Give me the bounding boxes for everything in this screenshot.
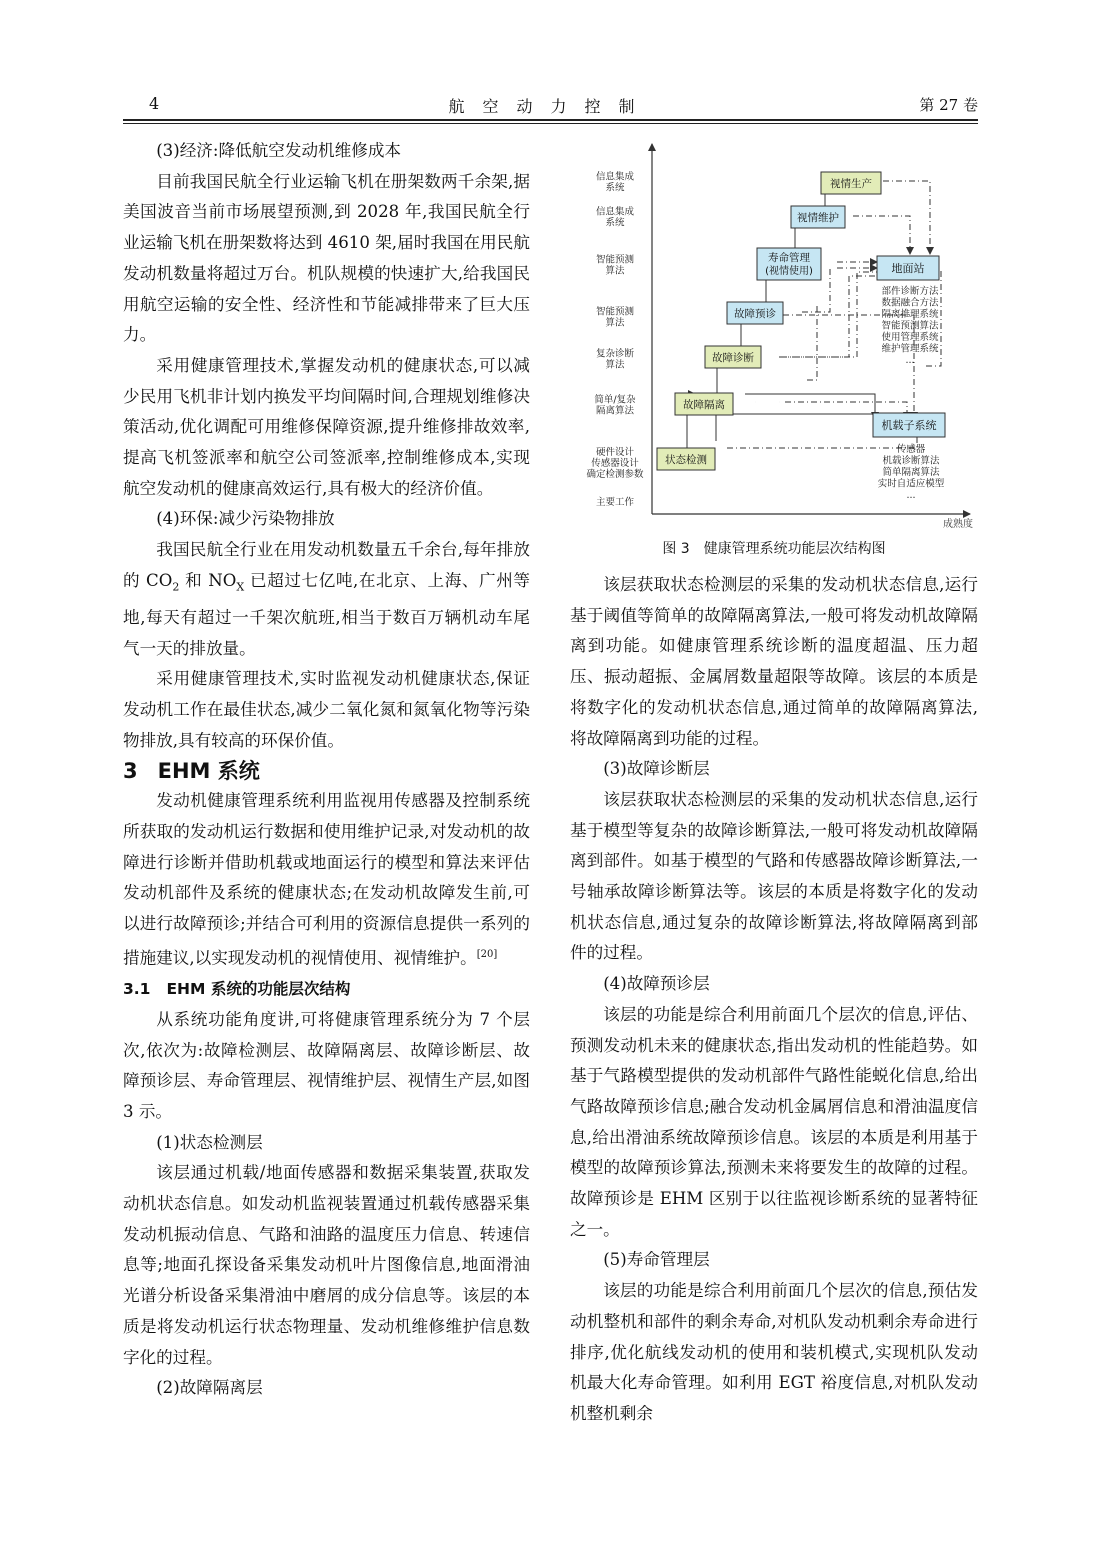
paragraph: (3)经济:降低航空发动机维修成本 (156, 141, 402, 160)
paragraph: 该层的功能是综合利用前面几个层次的信息,评估、预测发动机未来的健康状态,指出发动机的性能趋势。如基于气路模型提供的发动机部件气路性能蜕化信息,给出气路故障预诊信息;融合发动机金属屑信息和滑油温度信息,给出滑油系统故障预诊信息。该层的本质是利用基于模型的故障预诊算法,预测未来将要发生的故障的过程。故障预诊是 EHM 区别于以往监视诊断系统的显著特征之一。 (570, 1004, 978, 1239)
figure-caption-text: 健康管理系统功能层次结构图 (703, 541, 886, 557)
layer-box-label: 状态检测 (665, 454, 707, 466)
layer-box-label: 寿命管理 (768, 252, 810, 264)
y-axis-label: 系统 (605, 217, 625, 229)
paragraph: (3)故障诊断层 (603, 759, 710, 779)
paragraph (123, 535, 530, 664)
paragraph: (2)故障隔离层 (156, 1378, 263, 1398)
onboard-subsystem-item: 简单隔离算法 (882, 467, 940, 478)
ground-station-item: 数据融合方法 (881, 297, 939, 309)
onboard-subsystem-items (878, 443, 945, 501)
ground-station-item: ... (905, 355, 915, 366)
figure-3 (585, 136, 975, 531)
header-rule-thin (123, 123, 978, 124)
y-axis-label: 传感器设计 (591, 458, 639, 469)
onboard-subsystem-label: 机载子系统 (881, 419, 937, 432)
y-axis-label: 算法 (605, 359, 625, 371)
subscript: 2 (172, 580, 180, 594)
right-column (570, 570, 978, 1430)
paragraph: (4)环保:减少污染物排放 (156, 509, 335, 529)
y-axis-label: 信息集成 (595, 171, 635, 183)
function-hierarchy-diagram (585, 136, 975, 531)
ground-station-item: 使用管理系统 (881, 332, 939, 343)
text-span: 发动机健康管理系统利用监视用传感器及控制系统所获取的发动机运行数据和使用维护记录,对发动机的故障进行诊断并借助机载或地面运行的模型和算法来评估发动机部件及系统的健康状态;在发动机故障发生前,可以进行故障预诊;并结合可利用的资源信息提供一系列的措施建议,以实现发动机的视情使用、视情维护。 (123, 791, 530, 968)
layer-box-sublabel: (视情使用) (765, 266, 813, 277)
onboard-subsystem-item: 传感器 (896, 444, 926, 455)
section-title: EHM 系统 (157, 759, 260, 784)
ground-station-item: 维护管理系统 (881, 343, 939, 355)
subsection-heading (123, 974, 530, 1005)
subsection-title: EHM 系统的功能层次结构 (166, 980, 351, 999)
paragraph: 采用健康管理技术,掌握发动机的健康状态,可以减少民用飞机非计划内换发平均间隔时间,合理规划维修决策活动,优化调配可用维修保障资源,提升维修排故效率,提高飞机签派率和航空公司签派率,控制维修成本,实现航空发动机的健康高效运行,具有极大的经济价值。 (123, 355, 530, 498)
layer-box-label: 视情维护 (797, 212, 839, 224)
ground-station-item: 部件诊断方法 (881, 286, 939, 297)
paragraph: 该层获取状态检测层的采集的发动机状态信息,运行基于模型等复杂的故障诊断算法,一般可将发动机故障隔离到部件。如基于模型的气路和传感器故障诊断算法,一号轴承故障诊断算法等。该层的本质是将数字化的发动机状态信息,通过复杂的故障诊断算法,将故障隔离到部件的过程。 (570, 789, 978, 963)
figure-caption (570, 538, 978, 558)
onboard-subsystem-item: 实时自适应模型 (877, 478, 945, 490)
ground-station-item: 智能预测算法 (881, 320, 939, 332)
layer-box-label: 故障诊断 (712, 352, 754, 364)
y-axis-label: 算法 (605, 265, 625, 277)
layer-boxes (657, 172, 881, 470)
y-axis-label: 主要工作 (595, 497, 635, 508)
paragraph (123, 786, 530, 974)
y-axis-label: 信息集成 (595, 206, 635, 218)
layer-box-label: 故障隔离 (683, 399, 725, 411)
y-axis-label: 智能预测 (595, 254, 635, 266)
y-axis-label: 硬件设计 (595, 447, 635, 458)
onboard-subsystem-item: 机载诊断算法 (882, 455, 940, 467)
citation: [20] (476, 948, 498, 960)
paragraph: 从系统功能角度讲,可将健康管理系统分为 7 个层次,依次为:故障检测层、故障隔离层、故障诊断层、故障预诊层、寿命管理层、视情维护层、视情生产层,如图 3 示。 (123, 1009, 530, 1121)
subscript: X (236, 580, 245, 594)
subsection-number: 3.1 (123, 980, 151, 999)
layer-box-label: 视情生产 (830, 178, 872, 190)
x-axis-label: 成熟度 (943, 519, 973, 530)
running-header (123, 92, 978, 120)
paragraph: 采用健康管理技术,实时监视发动机健康状态,保证发动机工作在最佳状态,减少二氧化氮和氮氧化物等污染物排放,具有较高的环保价值。 (123, 669, 530, 750)
text-span: 已超过七亿吨,在北京、上海、广州等地,每天有超过一千架次航班,相当于数百万辆机动车尾气一天的排放量。 (123, 570, 530, 658)
layer-box-label: 故障预诊 (734, 308, 776, 320)
section-number: 3 (123, 759, 138, 784)
ground-station-items (881, 285, 939, 366)
y-axis-label: 智能预测 (595, 306, 635, 318)
page-number: 4 (149, 94, 160, 113)
y-axis-label: 简单/复杂 (594, 394, 636, 406)
volume-label: 第 27 卷 (919, 96, 978, 114)
figure-number: 图 3 (662, 541, 690, 557)
y-axis-label: 系统 (605, 182, 625, 194)
paragraph: (1)状态检测层 (156, 1132, 263, 1152)
y-axis-label: 确定检测参数 (586, 469, 644, 480)
paragraph: 目前我国民航全行业运输飞机在册架数两千余架,据美国波音当前市场展望预测,到 2028 年,我国民航全行业运输飞机在册架数将达到 4610 架,届时我国在用民航发动机数量将超过万台。机队规模的快速扩大,给我国民用航空运输的安全性、经济性和节能减排带来了巨大压力。 (123, 171, 530, 345)
paragraph: (4)故障预诊层 (603, 974, 710, 994)
ground-station-label: 地面站 (891, 262, 925, 275)
journal-title: 航空动力控制 (448, 97, 653, 116)
ground-station-item: 隔离推理系统 (881, 309, 939, 320)
paragraph: (5)寿命管理层 (603, 1250, 710, 1270)
text-span: 和 NO (179, 570, 237, 590)
paragraph: 该层的功能是综合利用前面几个层次的信息,预估发动机整机和部件的剩余寿命,对机队发动机剩余寿命进行排序,优化航线发动机的使用和装机模式,实现机队发动机最大化寿命管理。如利用 EGT 裕度信息,对机队发动机整机剩余 (570, 1281, 978, 1423)
left-column (123, 136, 530, 1404)
text-span: 我国民航全行业在用发动机数量五千余台,每年排放的 CO (123, 540, 530, 590)
y-axis-label: 算法 (605, 317, 625, 329)
y-labels (586, 171, 644, 509)
y-axis-label: 复杂诊断 (595, 348, 635, 360)
paragraph: 该层通过机载/地面传感器和数据采集装置,获取发动机状态信息。如发动机监视装置通过机载传感器采集发动机振动信息、气路和油路的温度压力信息、转速信息等;地面孔探设备采集发动机叶片图像信息,地面滑油光谱分析设备采集滑油中磨屑的成分信息等。该层的本质是将发动机运行状态物理量、发动机维修维护信息数字化的过程。 (123, 1163, 530, 1367)
section-heading (123, 756, 530, 786)
y-axis-label: 隔离算法 (595, 405, 635, 417)
paragraph: 该层获取状态检测层的采集的发动机状态信息,运行基于阈值等简单的故障隔离算法,一般可将发动机故障隔离到功能。如健康管理系统诊断的温度超温、压力超压、振动超振、金属屑数量超限等故障。该层的本质是将数字化的发动机状态信息,通过简单的故障隔离算法,将故障隔离到功能的过程。 (570, 575, 978, 748)
onboard-subsystem-item: ... (906, 490, 916, 501)
header-rule (123, 119, 978, 121)
